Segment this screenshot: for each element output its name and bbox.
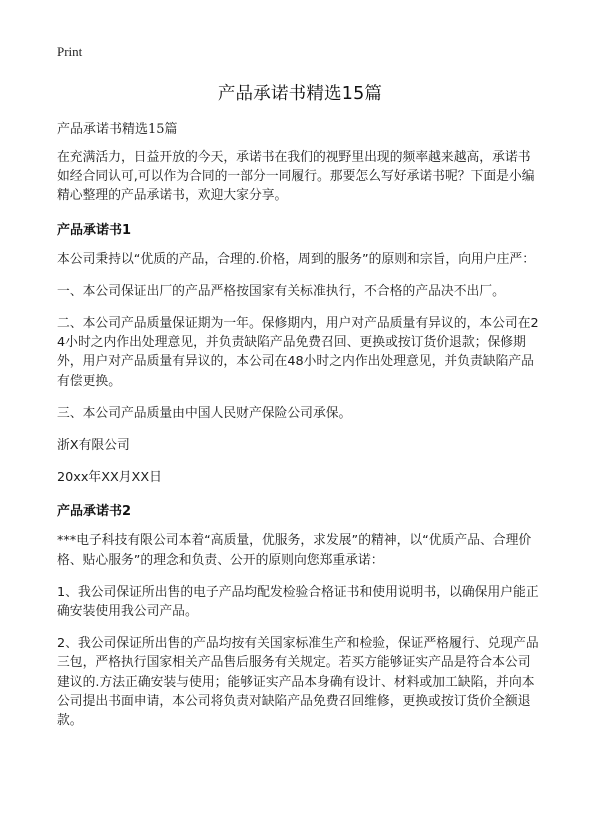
document-subtitle: 产品承诺书精选15篇 (57, 122, 178, 137)
signature-date: 20xx年XX月XX日 (57, 470, 162, 486)
section-heading: 产品承诺书2 (57, 504, 132, 520)
document-title: 产品承诺书精选15篇 (217, 84, 383, 104)
section-paragraph: 二、本公司产品质量保证期为一年。保修期内，用户对产品质量有异议的，本公司在24小时之内作出处理意见，并负责缺陷产品免费召回、更换或按订货价退款；保修期外，用户对产品质量有异议的，本公司在48小时之内作出处理意见，并负责缺陷产品有偿更换。 (57, 316, 539, 389)
section-paragraph: ***电子科技有限公司本着“高质量，优服务，求发展”的精神，以“优质产品、合理价格、贴心服务”的理念和负责、公开的原则向您郑重承诺： (57, 533, 532, 568)
section-heading: 产品承诺书1 (57, 222, 132, 238)
document-body (57, 118, 543, 743)
section-2 (57, 500, 543, 730)
section-paragraph: 2、我公司保证所出售的产品均按有关国家标准生产和检验，保证严格履行、兑现产品三包，严格执行国家相关产品售后服务有关规定。若买方能够证实产品是符合本公司建议的.方法正确安装与使用；能够证实产品本身确有设计、材料或加工缺陷，并向本公司提出书面申请，本公司将负责对缺陷产品免费召回维修，更换或按订货价全额退款。 (57, 636, 539, 729)
section-1 (57, 219, 543, 488)
section-paragraph: 一、本公司保证出厂的产品严格按国家有关标准执行，不合格的产品决不出厂。 (57, 283, 505, 299)
intro-paragraph: 在充满活力，日益开放的今天，承诺书在我们的视野里出现的频率越来越高，承诺书如经合同认可,可以作为合同的一部分一同履行。那要怎么写好承诺书呢？下面是小编精心整理的产品承诺书，欢迎大家分享。 (57, 150, 535, 204)
section-paragraph: 1、我公司保证所出售的电子产品均配发检验合格证书和使用说明书，以确保用户能正确安装使用我公司产品。 (57, 584, 539, 620)
section-paragraph: 三、本公司产品质量由中国人民财产保险公司承保。 (57, 405, 352, 421)
print-label[interactable]: Print (57, 44, 83, 59)
section-paragraph: 本公司秉持以“优质的产品，合理的.价格，周到的服务”的原则和宗旨，向用户庄严： (57, 251, 536, 267)
company-signature: 浙X有限公司 (57, 438, 130, 454)
